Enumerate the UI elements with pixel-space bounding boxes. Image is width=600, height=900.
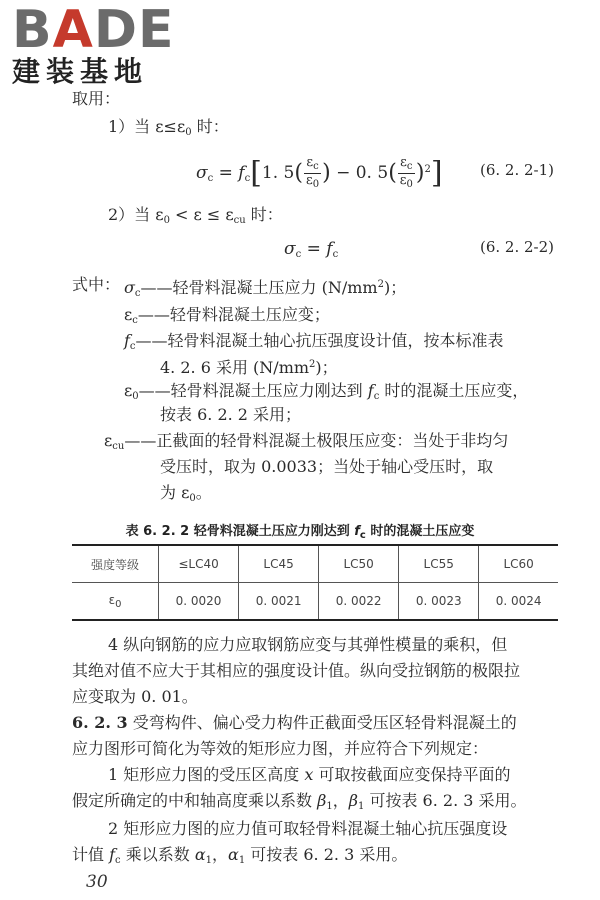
def-epsilon-0: $\varepsilon_0——$轻骨料混凝土压应力刚达到 $f_c$ 时的混凝土压应变，: [124, 381, 529, 402]
table-row-label: $\varepsilon_0$: [72, 583, 159, 621]
def-epsilon-cu-cont1: 受压时，取为 0.0033；当处于轴心受压时，取: [160, 457, 494, 476]
equation-6-2-2-2: $\sigma_c = f_c$: [284, 239, 339, 260]
table-header-row: [72, 545, 558, 583]
intro-text: 取用：: [72, 89, 121, 108]
table-header-cell: 强度等级: [72, 545, 159, 583]
table-header-cell: LC60: [479, 545, 558, 583]
def-epsilon-c: $\varepsilon_c——$轻骨料混凝土压应变；: [124, 305, 330, 326]
equation-number-2: (6. 2. 2-2): [480, 238, 555, 256]
case-2-condition: 2）当 $\varepsilon_0 < \varepsilon \le \varepsilon_{cu}$ 时：: [108, 205, 283, 226]
para-4-line-2: 其绝对值不应大于其相应的强度设计值。纵向受拉钢筋的极限拉: [72, 661, 521, 680]
def-epsilon-cu: $\varepsilon_{cu}——$正截面的轻骨料混凝土极限压应变：当处于非均匀: [104, 431, 509, 452]
def-epsilon-0-cont: 按表 6. 2. 2 采用；: [160, 405, 302, 424]
table-caption: 表 6. 2. 2 轻骨料混凝土压应力刚达到 $f_c$ 时的混凝土压应变: [125, 524, 475, 541]
item-1-line-2: 假定所确定的中和轴高度乘以系数 $\beta_1$，$\beta_1$ 可按表 6. 2. 3 采用。: [72, 791, 527, 812]
logo-wordmark: BADE: [12, 0, 175, 60]
table-cell: 0. 0023: [399, 583, 479, 621]
item-2-line-1: 2 矩形应力图的应力值可取轻骨料混凝土轴心抗压强度设: [108, 819, 508, 838]
para-4-line-3: 应变取为 0. 01。: [72, 687, 198, 706]
item-2-line-2: 计值 $f_c$ 乘以系数 $\alpha_1$，$\alpha_1$ 可按表 6. 2. 3 采用。: [72, 845, 408, 866]
table-header-cell: LC55: [399, 545, 479, 583]
table-cell: 0. 0022: [319, 583, 399, 621]
table-cell: 0. 0024: [479, 583, 558, 621]
para-4-line-1: 4 纵向钢筋的应力应取钢筋应变与其弹性模量的乘积，但: [108, 635, 508, 654]
equation-number-1: (6. 2. 2-1): [480, 161, 555, 179]
case-1-condition: 1）当 $\varepsilon\le\varepsilon_0$ 时：: [108, 117, 229, 138]
table-row: [72, 583, 558, 621]
def-sigma-c: $\sigma_c——$轻骨料混凝土压应力 $(N/mm^2)$；: [124, 278, 407, 299]
table-cell: 0. 0021: [239, 583, 319, 621]
item-1-line-1: 1 矩形应力图的受压区高度 x 可取按截面应变保持平面的: [108, 765, 511, 784]
def-fc-cont: 4. 2. 6 采用 $(N/mm^2)$；: [160, 358, 338, 377]
brand-logo: [12, 0, 175, 88]
table-header-cell: LC50: [319, 545, 399, 583]
table-header-cell: ≤LC40: [159, 545, 239, 583]
section-6-2-3-line-2: 应力图形可简化为等效的矩形应力图，并应符合下列规定：: [72, 739, 489, 758]
section-6-2-3-line-1: 6. 2. 3 受弯构件、偏心受力构件正截面受压区轻骨料混凝土的: [72, 713, 517, 732]
logo-subtitle: 建装基地: [12, 55, 149, 88]
where-label: 式中：: [72, 275, 121, 294]
table-header-cell: LC45: [239, 545, 319, 583]
page-number: 30: [86, 872, 108, 892]
logo-accent-letter: A: [52, 0, 94, 60]
def-epsilon-cu-cont2: 为 $\varepsilon_0$。: [160, 483, 212, 504]
section-number: 6. 2. 3: [72, 713, 128, 732]
table-cell: 0. 0020: [159, 583, 239, 621]
strain-table: [72, 544, 558, 621]
equation-6-2-2-1: $\sigma_c = f_c[1$. 5( $\frac{\varepsilon_c}{\varepsilon_0}$ ) − 0. 5( $\frac{\varepsilon_c}{\varepsilon_0}$ )$^2$]: [196, 155, 443, 191]
def-fc: $f_c——$轻骨料混凝土轴心抗压强度设计值，按本标准表: [124, 331, 504, 352]
